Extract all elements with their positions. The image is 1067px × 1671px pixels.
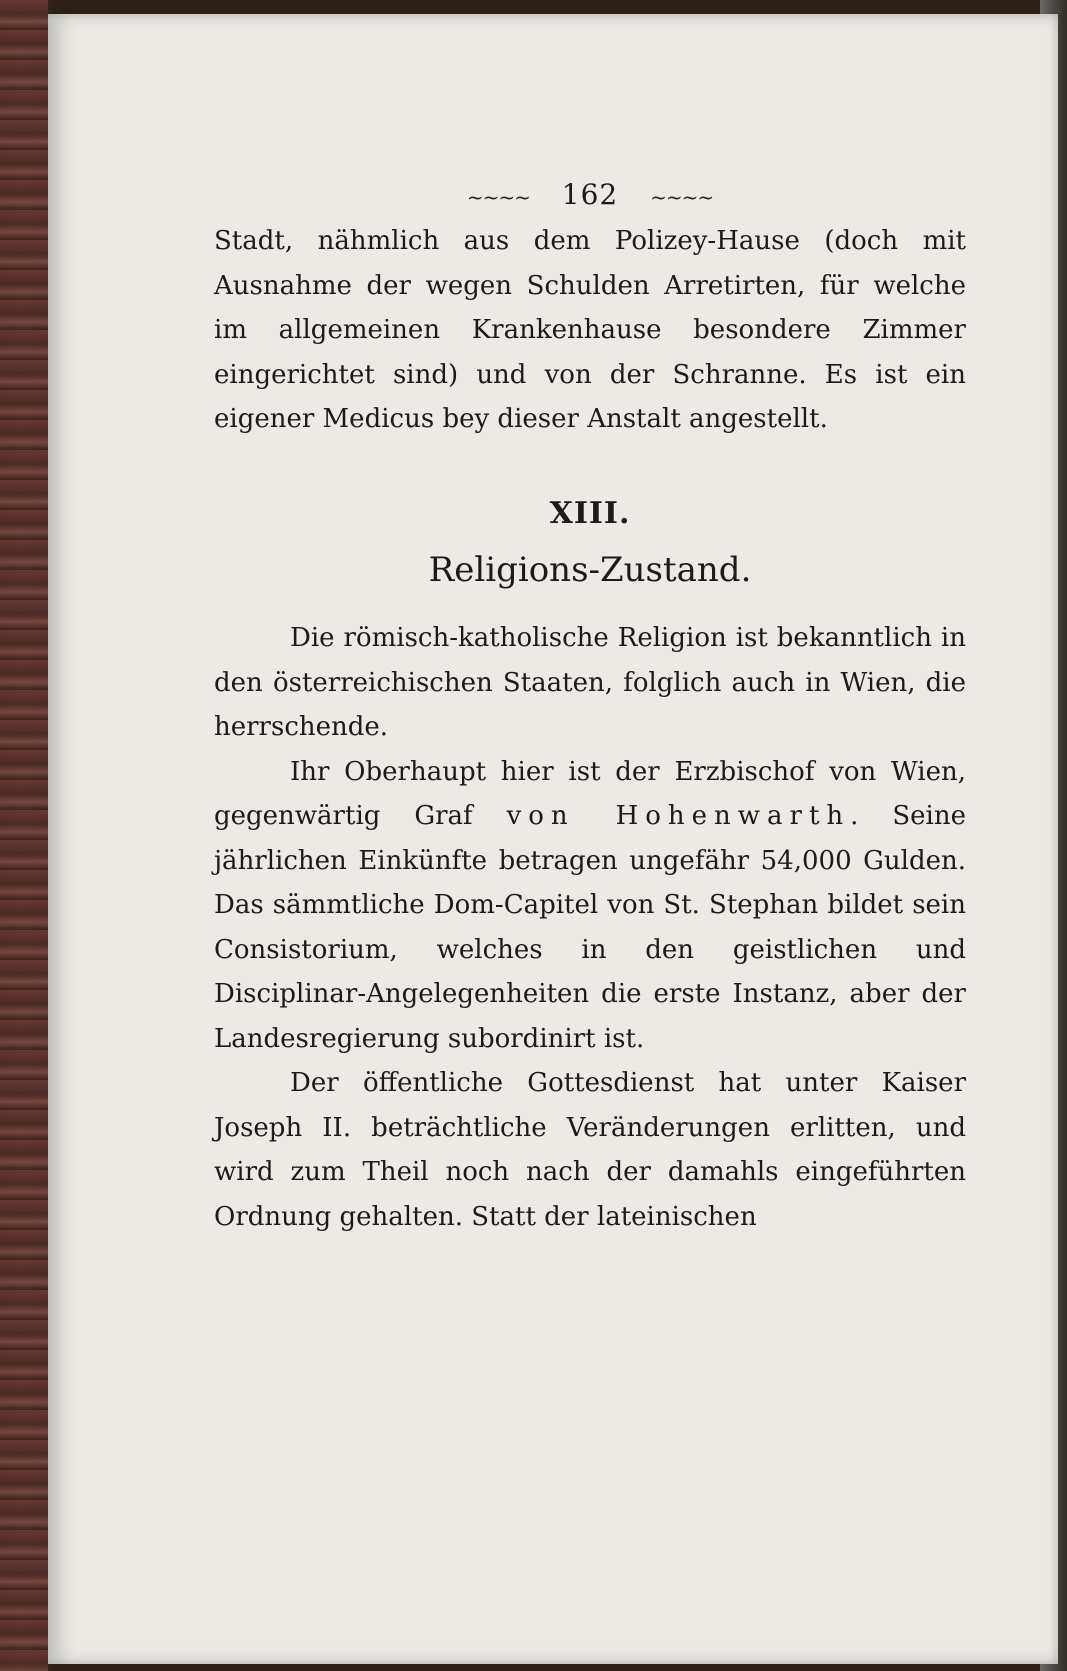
paragraph-continuation: Stadt, nähmlich aus dem Polizey-Hause (doch mit Ausnahme der wegen Schulden Arretirten, für welche im allgemeinen Krankenhause besondere Zimmer eingerichtet sind) und von der Schranne. Es ist ein eigener Medicus bey dieser Anstalt angestellt. <box>214 226 966 434</box>
paragraph-worship: Der öffentliche Gottesdienst hat unter Kaiser Joseph II. beträchtliche Veränderungen erlitten, und wird zum Theil noch nach der damahls eingeführten Ordnung gehalten. Statt der lateinischen <box>214 1068 966 1232</box>
page-header <box>214 175 966 217</box>
paragraph-archbishop-before: Ihr Oberhaupt hier ist der Erzbischof von Wien, gegenwärtig Graf <box>214 756 966 831</box>
paragraph-archbishop <box>214 750 966 1062</box>
section-title: Religions-Zustand. <box>428 550 752 590</box>
book-spine <box>0 0 48 1671</box>
text-block <box>214 175 966 1239</box>
header-ornament-left: ~~~~ <box>466 185 530 209</box>
section-number: XIII. <box>549 495 631 531</box>
paragraph-archbishop-after: . Seine jährlichen Einkünfte betragen ungefähr 54,000 Gulden. Das sämmtliche Dom-Capitel von St. Stephan bildet sein Consistorium, welches in den geistlichen und Disciplinar-Angelegenheiten die erste Instanz, aber der Landesregierung subordinirt ist. <box>214 801 966 1054</box>
archbishop-name: von Hohenwarth <box>506 801 851 831</box>
paragraph-religion: Die römisch-katholische Religion ist bekanntlich in den österreichischen Staaten, folglich auch in Wien, die herrschende. <box>214 623 966 742</box>
header-ornament-right: ~~~~ <box>650 185 714 209</box>
page-number: 162 <box>561 178 619 211</box>
